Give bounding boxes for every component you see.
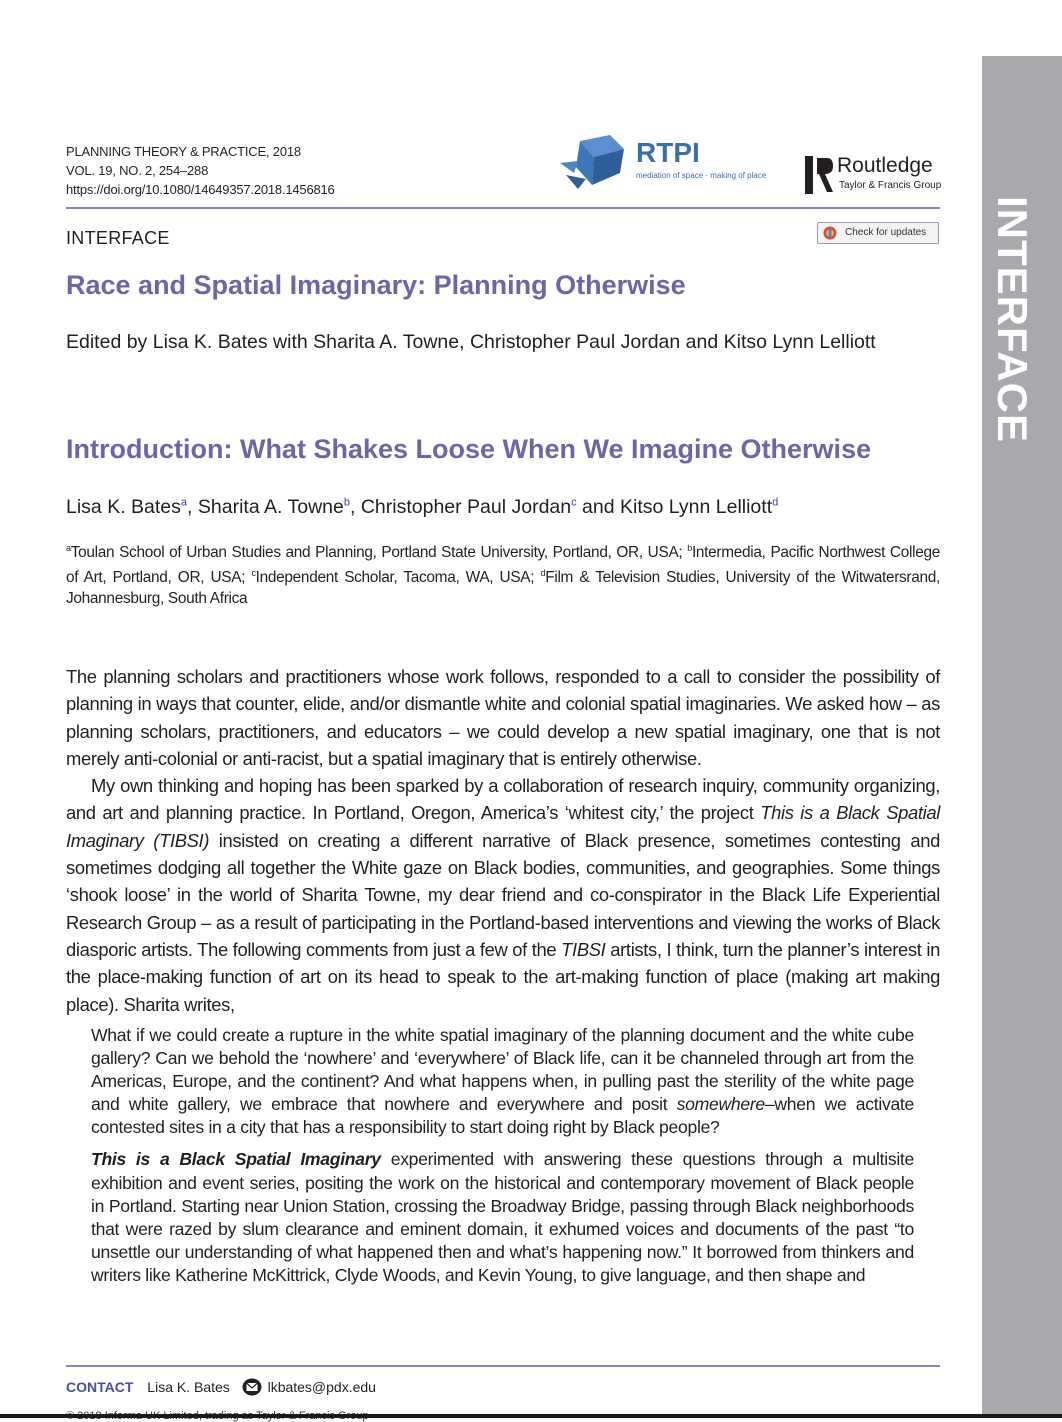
introduction-title: Introduction: What Shakes Loose When We Imagine Otherwise bbox=[66, 434, 872, 464]
contact-email-link[interactable]: lkbates@pdx.edu bbox=[267, 1379, 376, 1395]
block-quote bbox=[91, 1024, 914, 1287]
affiliations bbox=[66, 538, 940, 609]
quote-italic: somewhere bbox=[676, 1094, 765, 1115]
quote-paragraph bbox=[91, 1148, 914, 1287]
rtpi-cube-icon bbox=[558, 133, 630, 193]
author-separator: , bbox=[187, 496, 198, 518]
contact-line bbox=[66, 1378, 376, 1396]
article-body bbox=[66, 663, 940, 1018]
journal-volume: VOL. 19, NO. 2, 254–288 bbox=[66, 163, 209, 178]
affiliation-marker: c bbox=[251, 568, 256, 579]
footer-rule bbox=[66, 1365, 940, 1367]
rtpi-tagline: mediation of space · making of place bbox=[636, 171, 767, 180]
affiliation-marker: d bbox=[540, 568, 546, 579]
quote-text-span: experimented with answering these questions through a multisite exhibition and event series, positing the work on the historical and contemporary movement of Black people in Portland. Starting near Union Station, crossing the Broadway Bridge, passing through Black neighborhoods that were razed by slum clearance and eminent domain, it exhumed voices and documents of the past “to unsettle our understanding of what happened then and what’s happening now.” It borrowed from thinkers and writers like Katherine McKittrick, Clyde Woods, and Kevin Young, to give language, and then shape and bbox=[91, 1149, 914, 1285]
affiliation-text: Toulan School of Urban Studies and Planning, Portland State University, Portland, OR, USA; bbox=[70, 544, 688, 562]
contact-heading: CONTACT bbox=[66, 1379, 134, 1395]
crossmark-icon bbox=[823, 226, 837, 240]
check-for-updates-label: Check for updates bbox=[845, 227, 927, 238]
affiliation-text: Intermedia, Pacific Northwest College of Art, Portland, OR, USA; bbox=[66, 544, 940, 587]
journal-doi-link[interactable]: https://doi.org/10.1080/14649357.2018.1456816 bbox=[66, 182, 335, 197]
author-separator: and bbox=[576, 496, 620, 518]
quote-text-span: –when we activate contested sites in a city that has a responsibility to start doing right by Black people? bbox=[91, 1094, 914, 1138]
author-affiliation-marker[interactable]: a bbox=[180, 496, 188, 509]
journal-name-year: PLANNING THEORY & PRACTICE, 2018 bbox=[66, 144, 301, 159]
routledge-subtitle: Taylor & Francis Group bbox=[839, 180, 942, 191]
page-bottom-edge bbox=[0, 1414, 1062, 1418]
quote-bold-italic: This is a Black Spatial Imaginary bbox=[91, 1149, 381, 1170]
author-affiliation-marker[interactable]: b bbox=[343, 496, 350, 509]
journal-metadata bbox=[66, 142, 335, 199]
author-affiliation-marker[interactable]: d bbox=[772, 496, 779, 509]
author-name[interactable]: Sharita A. Towne bbox=[197, 496, 344, 518]
routledge-emblem-icon bbox=[805, 154, 833, 196]
email-icon bbox=[242, 1378, 262, 1396]
affiliation-text: Film & Television Studies, University of the Witwatersrand, Johannesburg, South Africa bbox=[66, 569, 941, 608]
author-list bbox=[66, 496, 778, 519]
rtpi-logo bbox=[558, 133, 788, 195]
affiliation-marker: a bbox=[66, 543, 71, 553]
affiliation-text: Independent Scholar, Tacoma, WA, USA; bbox=[255, 569, 541, 587]
editors-line: Edited by Lisa K. Bates with Sharita A. Towne, Christopher Paul Jordan and Kitso Lynn Lelliott bbox=[66, 331, 876, 353]
article-title: Race and Spatial Imaginary: Planning Otherwise bbox=[66, 270, 686, 300]
body-text-span: artists, I think, turn the planner’s interest in the place-making function of art on its head to speak to the art-making function of place (making art making place). Sharita writes, bbox=[66, 938, 941, 1015]
body-text-span: My own thinking and hoping has been sparked by a collaboration of research inquiry, community organizing, and art and planning practice. In Portland, Oregon, America’s ‘whitest city,’ the project bbox=[66, 775, 940, 824]
body-paragraph: The planning scholars and practitioners whose work follows, responded to a call to consider the possibility of planning in ways that counter, elide, and/or dismantle white and colonial spatial imaginaries. We asked how – as planning scholars, practitioners, and educators – we could develop a new spatial imaginary, one that is not merely anti-colonial or anti-racist, but a spatial imaginary that is entirely otherwise. bbox=[66, 666, 940, 769]
routledge-logo bbox=[805, 154, 945, 198]
routledge-wordmark: Routledge bbox=[837, 154, 933, 177]
author-name[interactable]: Kitso Lynn Lelliott bbox=[620, 496, 773, 518]
quote-paragraph bbox=[91, 1024, 914, 1139]
project-abbrev-italic: TIBSI bbox=[561, 938, 606, 960]
rtpi-wordmark: RTPI bbox=[636, 137, 700, 168]
affiliation-marker: b bbox=[687, 543, 692, 553]
body-paragraph bbox=[66, 772, 940, 1018]
contact-name: Lisa K. Bates bbox=[147, 1379, 230, 1395]
author-affiliation-marker[interactable]: c bbox=[571, 496, 577, 509]
author-separator: , bbox=[349, 496, 361, 518]
project-title-italic: This is a Black Spatial Imaginary (TIBSI) bbox=[66, 802, 940, 851]
quote-text-span: What if we could create a rupture in the white spatial imaginary of the planning document and the white cube gallery? Can we behold the ‘nowhere’ and ‘everywhere’ of Black life, can it be channeled through art from the Americas, Europe, and the continent? And what happens when, in pulling past the sterility of the white page and white gallery, we embrace that nowhere and everywhere and posit bbox=[91, 1025, 914, 1115]
side-section-tab bbox=[982, 56, 1062, 1418]
check-for-updates-button[interactable] bbox=[817, 222, 939, 244]
body-text-span: insisted on creating a different narrative of Black presence, sometimes contesting and sometimes dodging all together the White gaze on Black bodies, communities, and geographies. Some things ‘shook loose’ in the world of Sharita Towne, my dear friend and co-conspirator in the Black Life Experiential Research Group – as a result of participating in the Portland-based interventions and viewing the works of Black diasporic artists. The following comments from just a few of the bbox=[66, 829, 940, 960]
section-label: INTERFACE bbox=[66, 228, 170, 248]
side-tab-label: INTERFACE bbox=[989, 196, 1036, 444]
header-rule bbox=[66, 207, 940, 209]
author-name[interactable]: Lisa K. Bates bbox=[66, 496, 181, 518]
author-name[interactable]: Christopher Paul Jordan bbox=[360, 496, 572, 518]
